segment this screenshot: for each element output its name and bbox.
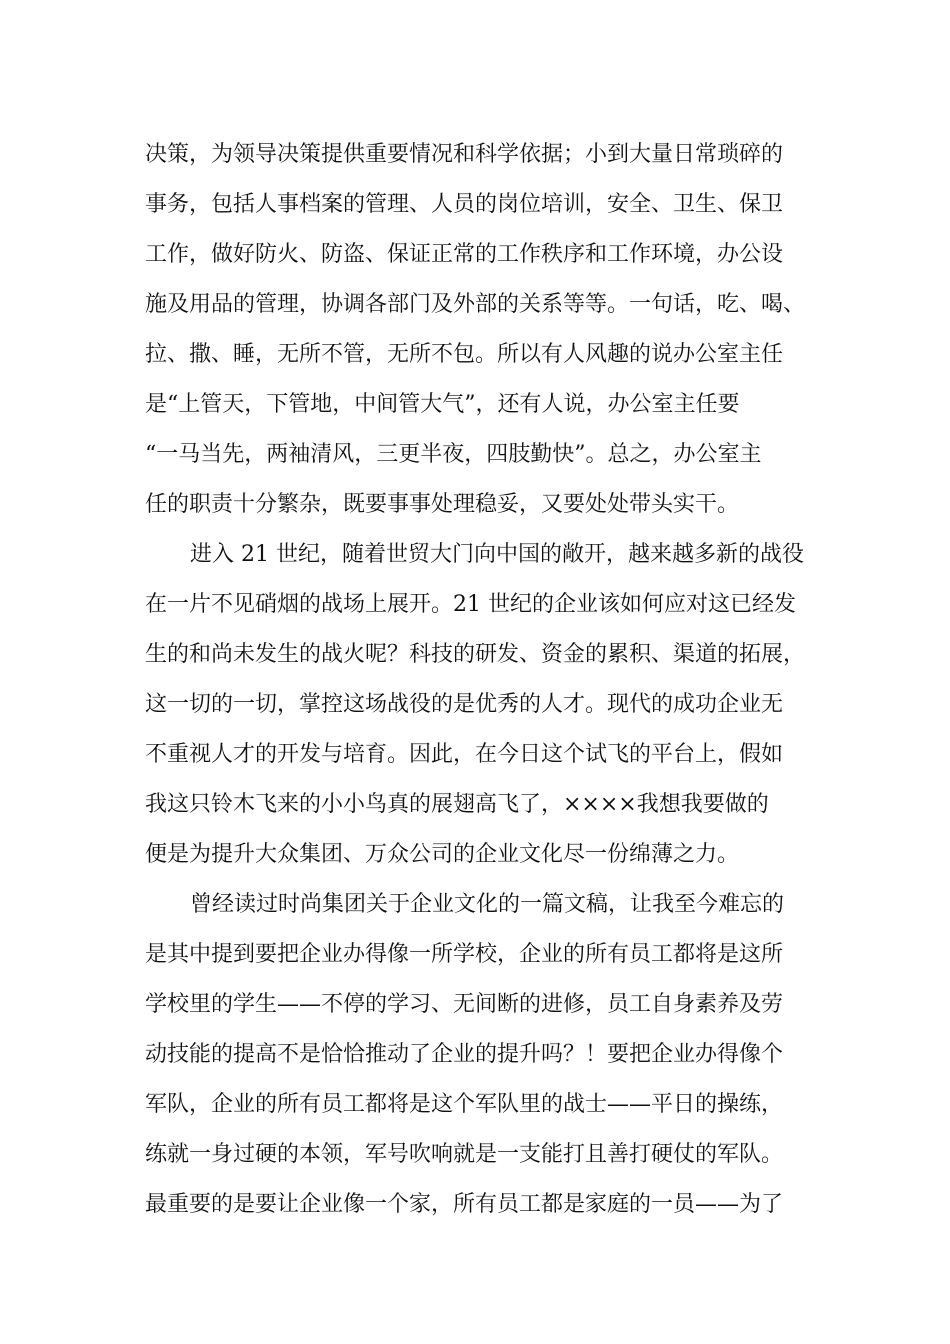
paragraph-1 [145,130,825,530]
text-line: 生的和尚未发生的战火呢？科技的研发、资金的累积、渠道的拓展， [145,642,806,667]
text-line: 动技能的提高不是恰恰推动了企业的提升吗？！要把企业办得像个 [145,1042,784,1067]
text-line: 施及用品的管理，协调各部门及外部的关系等等。一句话，吃、喝、 [145,292,806,317]
text-line: 拉、撒、睡，无所不管，无所不包。所以有人风趣的说办公室主任 [145,342,784,367]
text-line: 工作，做好防火、防盗、保证正常的工作秩序和工作环境，办公设 [145,242,784,267]
paragraph-2 [145,530,825,880]
document-body [145,130,825,1230]
text-line: 事务，包括人事档案的管理、人员的岗位培训，安全、卫生、保卫 [145,192,784,217]
text-line: 便是为提升大众集团、万众公司的企业文化尽一份绵薄之力。 [145,842,740,867]
text-line: 这一切的一切，掌控这场战役的是优秀的人才。现代的成功企业无 [145,692,784,717]
text-line: 最重要的是要让企业像一个家，所有员工都是家庭的一员——为了 [145,1192,784,1217]
text-line: 练就一身过硬的本领，军号吹响就是一支能打且善打硬仗的军队。 [145,1142,784,1167]
text-line: 任的职责十分繁杂，既要事事处理稳妥，又要处处带头实干。 [145,492,740,517]
text-line: 学校里的学生——不停的学习、无间断的进修，员工自身素养及劳 [145,992,784,1017]
text-line: 不重视人才的开发与培育。因此，在今日这个试飞的平台上，假如 [145,742,784,767]
text-line: 是其中提到要把企业办得像一所学校，企业的所有员工都将是这所 [145,942,784,967]
text-line-indented: 曾经读过时尚集团关于企业文化的一篇文稿，让我至今难忘的 [190,892,785,917]
paragraph-3 [145,880,825,1230]
text-line: “一马当先，两袖清风，三更半夜，四肢勤快”。总之，办公室主 [145,442,762,467]
text-line: 是“上管天，下管地，中间管大气”，还有人说，办公室主任要 [145,392,740,417]
text-line: 在一片不见硝烟的战场上展开。21 世纪的企业该如何应对这已经发 [145,592,796,617]
text-line-indented: 进入 21 世纪，随着世贸大门向中国的敞开，越来越多新的战役 [190,542,804,567]
text-line: 我这只铃木飞来的小小鸟真的展翅高飞了，××××我想我要做的 [145,792,769,817]
text-line: 军队，企业的所有员工都将是这个军队里的战士——平日的操练， [145,1092,784,1117]
text-line: 决策，为领导决策提供重要情况和科学依据；小到大量日常琐碎的 [145,142,784,167]
